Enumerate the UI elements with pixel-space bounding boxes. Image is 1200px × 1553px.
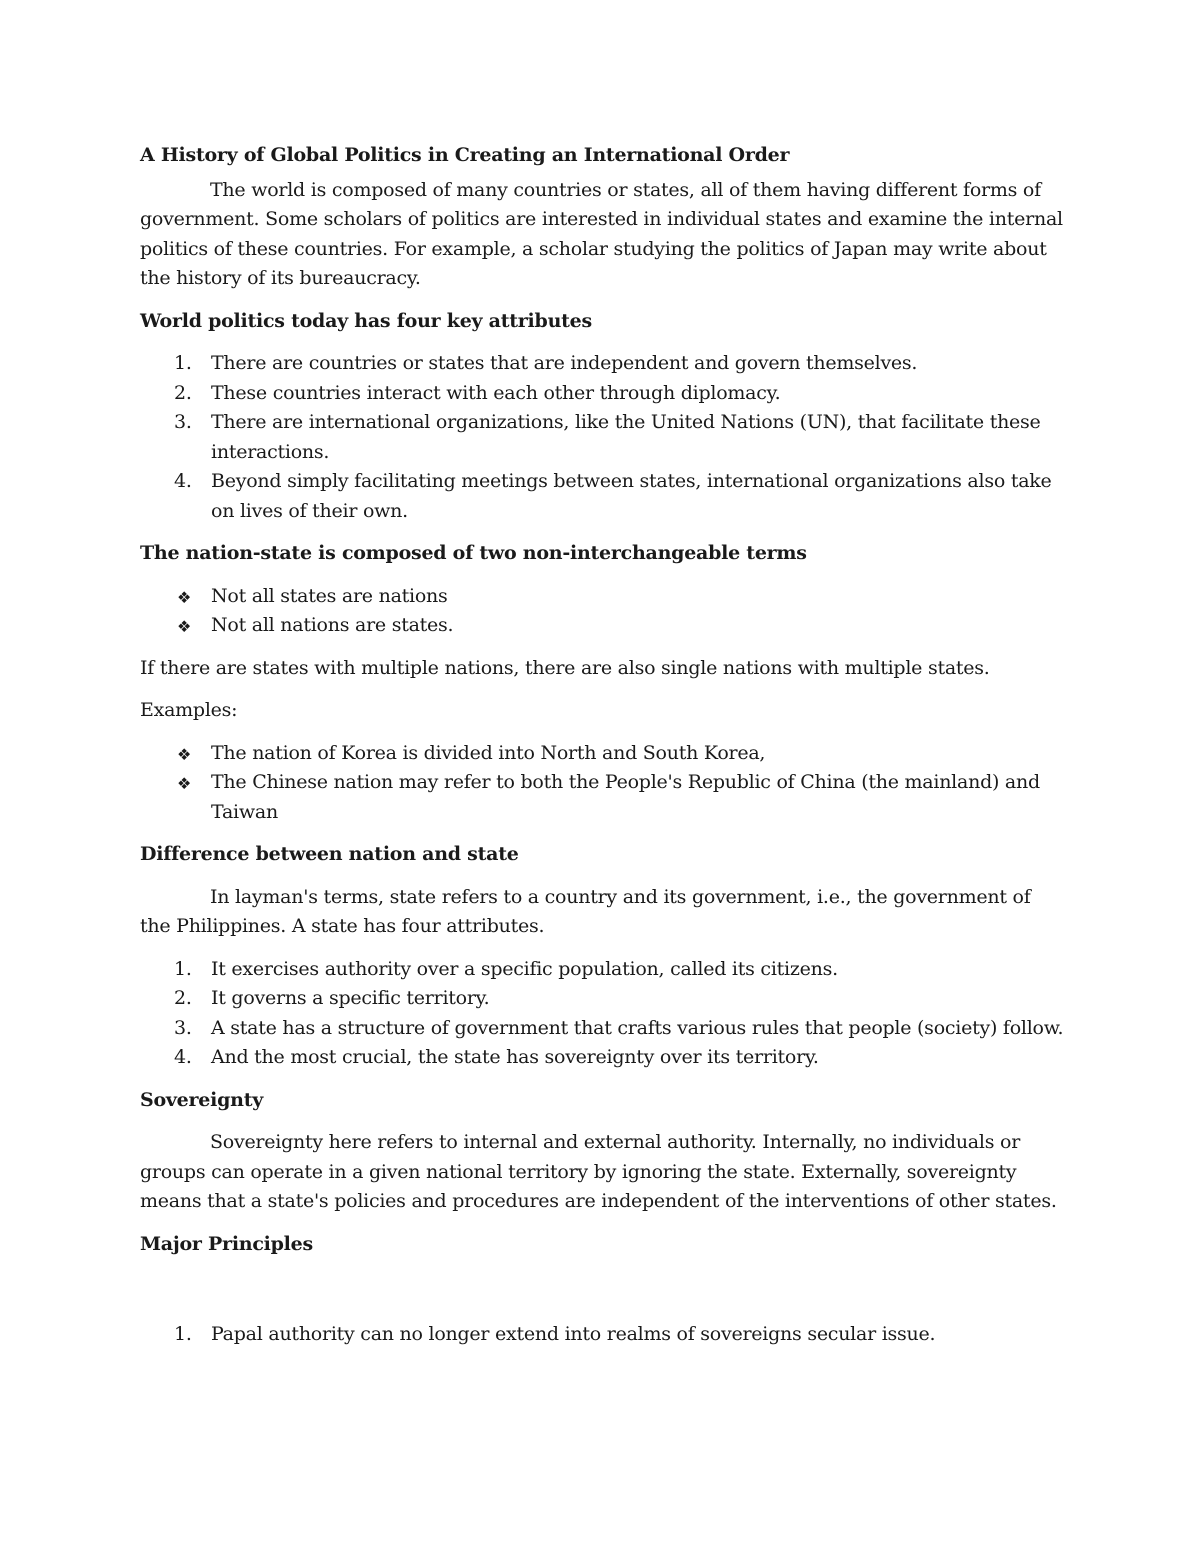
list-item xyxy=(140,955,1065,985)
list-item-text: Not all nations are states. xyxy=(211,614,454,636)
examples-list xyxy=(140,739,1065,828)
list-item xyxy=(140,467,1065,526)
heading-difference: Difference between nation and state xyxy=(140,843,519,865)
difference-paragraph: In layman's terms, state refers to a country and its government, i.e., the government of the Philippines. A state has four attributes. xyxy=(140,885,1031,937)
blank-line xyxy=(140,1272,1065,1320)
list-number: 1. xyxy=(174,352,192,374)
list-item xyxy=(140,768,1065,827)
list-item-text: The nation of Korea is divided into North and South Korea, xyxy=(211,741,766,764)
list-number: 4. xyxy=(174,1046,192,1068)
list-item xyxy=(140,349,1065,379)
document-title: A History of Global Politics in Creating an International Order xyxy=(140,144,790,166)
list-number: 3. xyxy=(174,411,192,433)
intro-paragraph: The world is composed of many countries or states, all of them having different forms of government. Some scholars of politics are interested in individual states and examine the internal politics of these countries. For example, a scholar studying the politics of Japan may write about the history of its bureaucracy. xyxy=(140,178,1063,289)
key-attributes-list xyxy=(140,349,1065,526)
diamond-bullet-icon: ❖ xyxy=(177,587,192,607)
list-item-text: And the most crucial, the state has sovereignty over its territory. xyxy=(211,1046,819,1068)
list-item-text: A state has a structure of government that crafts various rules that people (society) follow. xyxy=(211,1016,1064,1039)
sovereignty-paragraph: Sovereignty here refers to internal and external authority. Internally, no individuals or groups can operate in a given national territory by ignoring the state. Externally, sovereignty means that a state's policies and procedures are independent of the interventions of other states. xyxy=(140,1131,1057,1212)
state-attributes-list xyxy=(140,955,1065,1073)
heading-sovereignty: Sovereignty xyxy=(140,1088,264,1111)
list-item xyxy=(140,1014,1065,1044)
list-item-text: There are countries or states that are independent and govern themselves. xyxy=(211,352,918,374)
heading-key-attributes: World politics today has four key attributes xyxy=(140,309,592,332)
list-item xyxy=(140,1320,1065,1350)
examples-label: Examples: xyxy=(140,699,238,721)
heading-major-principles: Major Principles xyxy=(140,1232,313,1255)
list-item-text: Papal authority can no longer extend into realms of sovereigns secular issue. xyxy=(211,1323,936,1345)
list-item-text: There are international organizations, like the United Nations (UN), that facilitate these interactions. xyxy=(211,411,1041,463)
list-item-text: It governs a specific territory. xyxy=(211,987,490,1009)
list-item xyxy=(140,379,1065,409)
list-item xyxy=(140,408,1065,467)
list-number: 2. xyxy=(174,381,192,404)
list-number: 1. xyxy=(174,957,192,980)
list-item-text: Beyond simply facilitating meetings between states, international organizations also take on lives of their own. xyxy=(211,470,1052,522)
list-number: 4. xyxy=(174,470,192,492)
nation-state-bullets xyxy=(140,582,1065,641)
list-number: 2. xyxy=(174,987,192,1009)
document-page xyxy=(140,141,1065,1350)
list-item-text: Not all states are nations xyxy=(211,584,448,607)
list-item-text: It exercises authority over a specific population, called its citizens. xyxy=(211,957,838,980)
list-item-text: These countries interact with each other through diplomacy. xyxy=(211,381,781,404)
list-item xyxy=(140,582,1065,612)
diamond-bullet-icon: ❖ xyxy=(177,774,192,793)
list-item xyxy=(140,611,1065,641)
list-number: 3. xyxy=(174,1016,192,1039)
list-item-text: The Chinese nation may refer to both the People's Republic of China (the mainland) and Taiwan xyxy=(211,771,1040,823)
diamond-bullet-icon: ❖ xyxy=(177,617,192,636)
nation-state-note: If there are states with multiple nations, there are also single nations with multiple states. xyxy=(140,656,990,679)
list-item xyxy=(140,984,1065,1014)
list-item xyxy=(140,1043,1065,1073)
list-number: 1. xyxy=(174,1323,192,1345)
principles-list xyxy=(140,1320,1065,1350)
list-item xyxy=(140,739,1065,769)
diamond-bullet-icon: ❖ xyxy=(177,744,192,764)
heading-nation-state: The nation-state is composed of two non-interchangeable terms xyxy=(140,542,807,564)
